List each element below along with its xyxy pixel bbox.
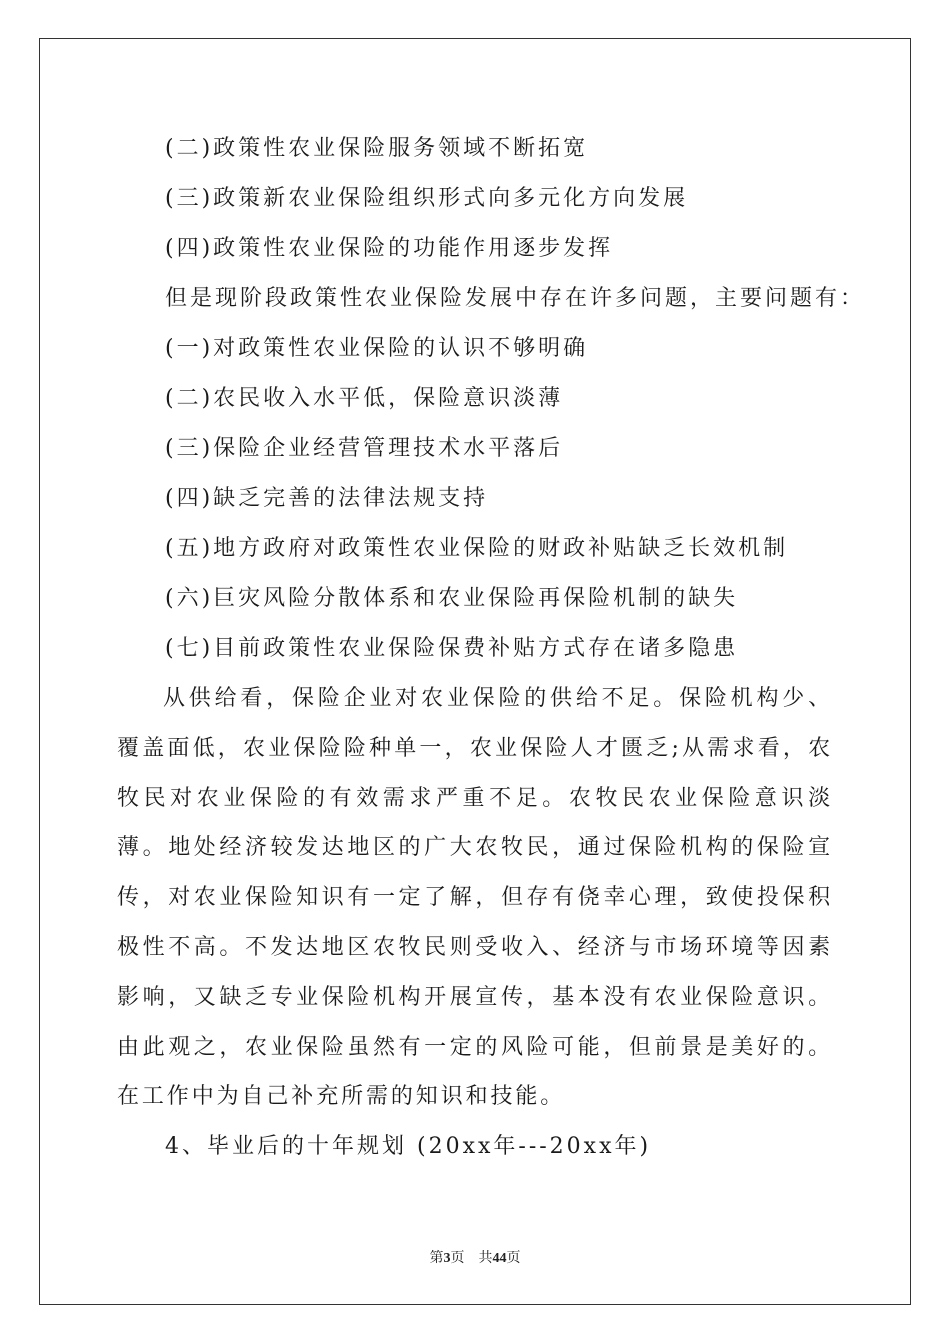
list-item: (二)农民收入水平低，保险意识淡薄 — [165, 386, 564, 411]
section-heading: 4、毕业后的十年规划 (20xx年---20xx年) — [165, 1134, 652, 1159]
footer-total-pages: 44 — [492, 1251, 507, 1266]
list-item: (一)对政策性农业保险的认识不够明确 — [165, 336, 589, 361]
footer-page-number: 3 — [443, 1251, 451, 1266]
list-item: (四)缺乏完善的法律法规支持 — [165, 486, 489, 511]
footer-mid: 页 共 — [450, 1251, 493, 1266]
list-item: (六)巨灾风险分散体系和农业保险再保险机制的缺失 — [165, 586, 739, 611]
intro-sentence: 但是现阶段政策性农业保险发展中存在许多问题，主要问题有： — [165, 286, 866, 311]
footer-prefix: 第 — [429, 1251, 444, 1266]
body-paragraph: 从供给看，保险企业对农业保险的供给不足。保险机构少、覆盖面低，农业保险险种单一，农业保险人才匮乏;从需求看，农牧民对农业保险的有效需求严重不足。农牧民农业保险意识淡薄。地处经济较发达地区的广大农牧民，通过保险机构的保险宣传，对农业保险知识有一定了解，但存有侥幸心理，致使投保积极性不高。不发达地区农牧民则受收入、经济与市场环境等因素影响，又缺乏专业保险机构开展宣传，基本没有农业保险意识。由此观之，农业保险虽然有一定的风险可能，但前景是美好的。在工作中为自己补充所需的知识和技能。 — [117, 686, 833, 1110]
list-item: (三)政策新农业保险组织形式向多元化方向发展 — [165, 186, 689, 211]
list-item: (三)保险企业经营管理技术水平落后 — [165, 436, 564, 461]
page-footer — [0, 1247, 950, 1267]
footer-suffix: 页 — [506, 1251, 521, 1266]
list-item: (四)政策性农业保险的功能作用逐步发挥 — [165, 236, 614, 261]
list-item: (五)地方政府对政策性农业保险的财政补贴缺乏长效机制 — [165, 536, 789, 561]
list-item: (二)政策性农业保险服务领域不断拓宽 — [165, 136, 589, 161]
list-item: (七)目前政策性农业保险保费补贴方式存在诸多隐患 — [165, 636, 739, 661]
